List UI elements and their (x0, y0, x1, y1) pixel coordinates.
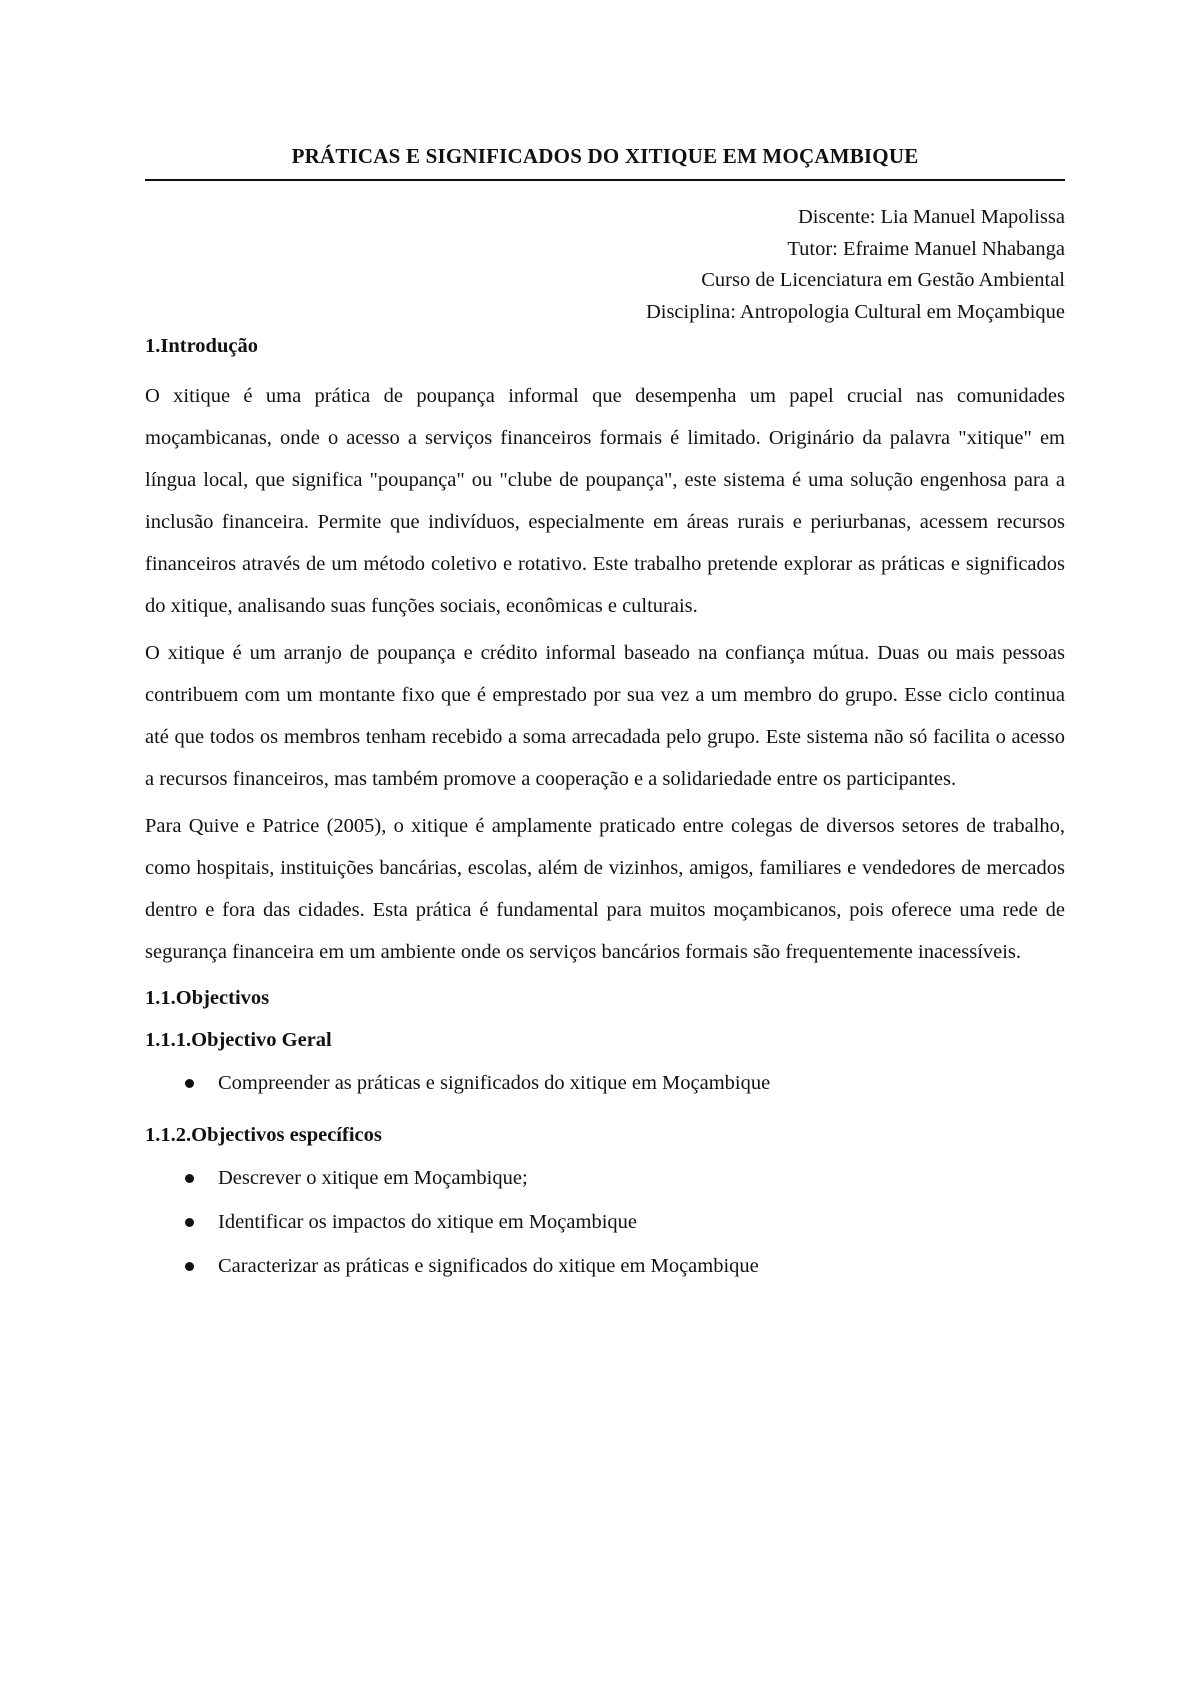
specific-objectives-list (145, 1156, 1065, 1288)
bullet-icon (185, 1174, 194, 1183)
list-item (145, 1244, 1065, 1288)
list-item (145, 1200, 1065, 1244)
document-title: PRÁTICAS E SIGNIFICADOS DO XITIQUE EM MOÇAMBIQUE (145, 144, 1065, 181)
list-item-text: Compreender as práticas e significados do xitique em Moçambique (218, 1072, 771, 1094)
objectives-heading: 1.1.Objectivos (145, 987, 270, 1009)
bullet-icon (185, 1262, 194, 1271)
intro-paragraph-3: Para Quive e Patrice (2005), o xitique é amplamente praticado entre colegas de diversos setores de trabalho, como hospitais, instituições bancárias, escolas, além de vizinhos, amigos, familiares e vendedores de mercados dentro e fora das cidades. Esta prática é fundamental para muitos moçambicanos, pois oferece uma rede de segurança financeira em um ambiente onde os serviços bancários formais são frequentemente inacessíveis. (145, 815, 1065, 963)
author-info-block (145, 202, 1065, 328)
intro-paragraph-2: O xitique é um arranjo de poupança e crédito informal baseado na confiança mútua. Duas ou mais pessoas contribuem com um montante fixo que é emprestado por sua vez a um membro do grupo. Esse ciclo continua até que todos os membros tenham recebido a soma arrecadada pelo grupo. Este sistema não só facilita o acesso a recursos financeiros, mas também promove a cooperação e a solidariedade entre os participantes. (145, 642, 1065, 790)
bullet-icon (185, 1218, 194, 1227)
general-objective-heading: 1.1.1.Objectivo Geral (145, 1029, 332, 1051)
list-item (145, 1156, 1065, 1200)
list-item (145, 1061, 1065, 1105)
list-item-text: Descrever o xitique em Moçambique; (218, 1167, 528, 1189)
course-line: Curso de Licenciatura em Gestão Ambiental (701, 269, 1065, 291)
discipline-line: Disciplina: Antropologia Cultural em Moçambique (645, 300, 1065, 323)
introduction-heading: 1.Introdução (145, 335, 258, 357)
intro-paragraph-1: O xitique é uma prática de poupança informal que desempenha um papel crucial nas comunidades moçambicanas, onde o acesso a serviços financeiros formais é limitado. Originário da palavra "xitique" em língua local, que significa "poupança" ou "clube de poupança", este sistema é uma solução engenhosa para a inclusão financeira. Permite que indivíduos, especialmente em áreas rurais e periurbanas, acessem recursos financeiros através de um método coletivo e rotativo. Este trabalho pretende explorar as práticas e significados do xitique, analisando suas funções sociais, econômicas e culturais. (145, 385, 1065, 617)
bullet-icon (185, 1079, 194, 1088)
specific-objectives-heading: 1.1.2.Objectivos específicos (145, 1124, 382, 1146)
page-content (145, 144, 1065, 1288)
general-objective-list (145, 1061, 1065, 1105)
list-item-text: Caracterizar as práticas e significados do xitique em Moçambique (218, 1255, 759, 1277)
tutor-line: Tutor: Efraime Manuel Nhabanga (787, 237, 1065, 260)
list-item-text: Identificar os impactos do xitique em Moçambique (218, 1211, 637, 1233)
student-line: Discente: Lia Manuel Mapolissa (797, 206, 1065, 228)
